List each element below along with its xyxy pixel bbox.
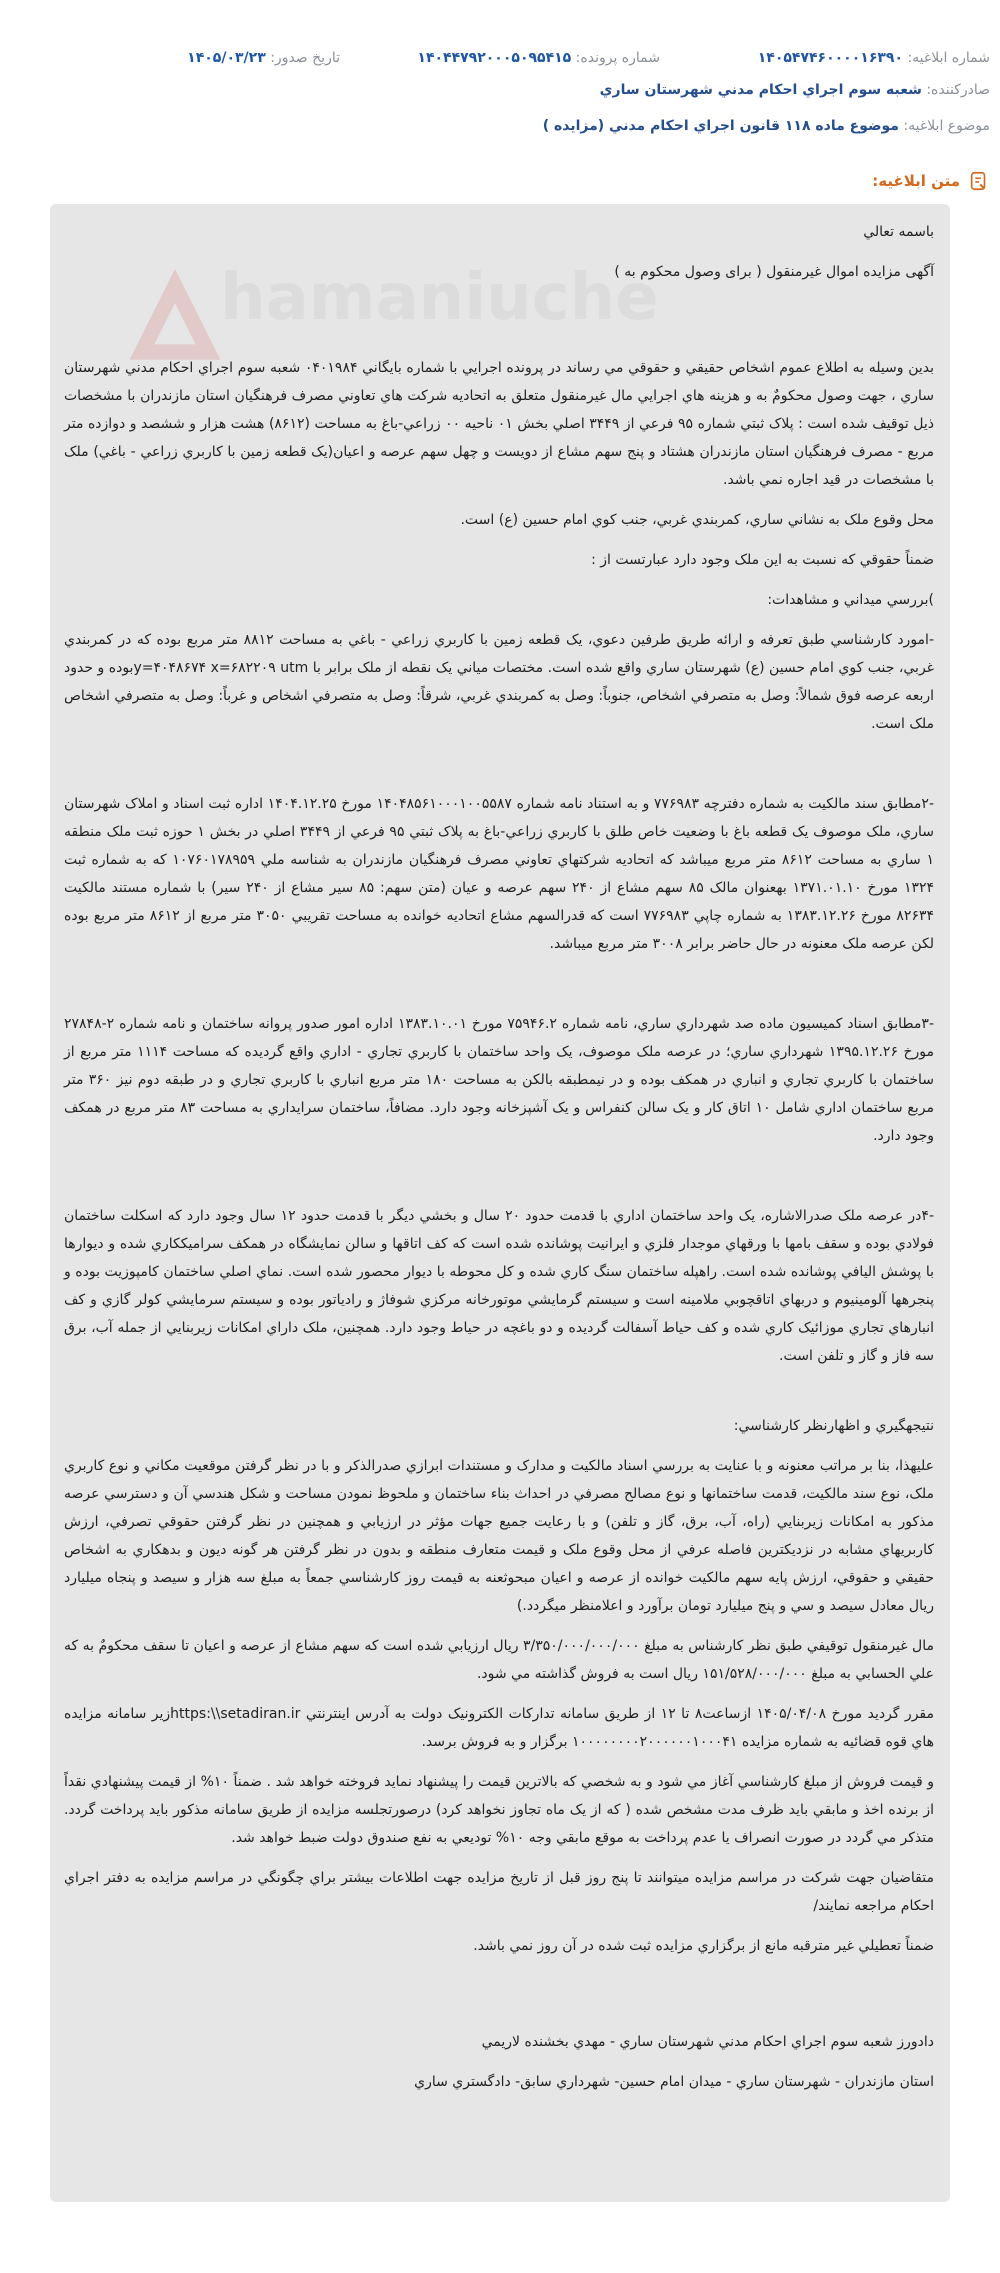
body-paragraph-11: مال غيرمنقول توقيفي طبق نظر کارشناس به مبلغ ۳/۳۵۰/۰۰۰/۰۰۰/۰۰۰ ريال ارزيابي شده است که سهم مشاع از عرصه و اعيان تا سقف محکومٌ به که علي الحسابي به مبلغ ۱۵۱/۵۲۸/۰۰۰/۰۰۰ ريال است به فروش گذاشته مي شود. <box>64 1638 934 1682</box>
watermark: hamaniuche <box>220 261 659 335</box>
body-paragraph-10: عليهذا، بنا بر مراتب معنونه و با عنايت به بررسي اسناد مالکيت و مدارک و مستندات ابرازي صدرالذکر و با در نظر گرفتن موقعيت مکاني و نوع کاربري ملک، نوع سند مالکيت، قدمت ساختمانها و نوع مصالح مصرفي در احداث بناء ساختمان و ملحوظ نمودن مساحت و شکل هندسي آن و دسترسي عرصه مذکور به امکانات زيربنايي (راه، آب، برق، گاز و تلفن) و با رعايت جميع جهات مؤثر در ارزيابي و همچنين در نظر گرفتن حقوقي تصرفي، ارزش کاربريهاي مشابه در نزديکترين فاصله عرفي از محل وقوع ملک و قيمت متعارف منطقه و بدون در نظر گرفتن هر گونه ديون و بدهکاري به اشخاص حقيقي و حقوقي، ارزش پايه سهم مالکيت خوانده از عرصه و اعيان مبحوثعنه به قيمت روز کارشناسي جمعاً به مبلغ سه هزار و سيصد و پنجاه ميليارد ريال معادل سيصد و سي و پنج ميليارد تومان برآورد و اعلامنظر ميگردد.) <box>64 1458 934 1614</box>
issuer-row <box>0 82 990 98</box>
body-paragraph-7: -۳مطابق اسناد کميسيون ماده صد شهرداري ساري، نامه شماره ۷۵۹۴۶.۲ مورخ ۱۳۸۳.۱۰.۰۱ اداره امور صدور پروانه ساختمان و نامه شماره ۲-۲۷۸۴۸ مورخ ۱۳۹۵.۱۲.۲۶ شهرداري ساري؛ در عرصه ملک موصوف، يک واحد ساختمان با کاربري تجاري - اداري واقع گرديده که مساحت ۱۱۱۴ متر مربع از ساختمان با کاربري تجاري و انباري در همکف بوده و در نيمطبقه بالکن به مساحت ۱۸۰ متر مربع انباري با کاربري تجاري و در طبقه دوم نيز ۳۶۰ متر مربع ساختمان اداري شامل ۱۰ اتاق کار و يک سالن کنفراس و يک آشپزخانه وجود دارد. مضافاً، ساختمان سرايداري به مساحت ۸۳ متر مربع در همکف وجود دارد. <box>64 1016 934 1144</box>
body-paragraph-3: ضمناً حقوقي که نسبت به اين ملک وجود دارد عبارتست از : <box>591 552 934 568</box>
body-paragraph-2: محل وقوع ملک به نشاني ساري، کمربندي غربي، جنب کوي امام حسين (ع) است. <box>460 512 934 528</box>
notice-number <box>758 50 990 66</box>
body-address: استان مازندران - شهرستان ساري - ميدان امام حسين- شهرداري سابق- دادگستري ساري <box>414 2074 934 2090</box>
case-number <box>417 50 660 66</box>
body-heading-2: آگهی مزایده اموال غیرمنقول ( برای وصول محکوم به ) <box>614 264 934 280</box>
body-paragraph-6: -۲مطابق سند مالکيت به شماره دفترچه ۷۷۶۹۸۳ و به استناد نامه شماره ۱۴۰۴۸۵۶۱۰۰۰۱۰۰۵۵۸۷ مورخ ۱۴۰۴.۱۲.۲۵ اداره ثبت اسناد و املاک شهرستان ساري، ملک موصوف يک قطعه باغ با وضعيت خاص طلق با کاربري زراعي-باغ به پلاک ثبتي ۹۵ فرعي از ۳۴۴۹ اصلي در بخش ۱ حوزه ثبت ملک منطقه ۱ ساري به مساحت ۸۶۱۲ متر مربع ميباشد که اتحاديه شرکتهاي تعاوني مصرف فرهنگيان مازندران به شناسه ملي ۱۰۷۶۰۱۷۸۹۵۹ که به شماره ثبت ۱۳۲۴ مورخ ۱۳۷۱.۰۱.۱۰ بهعنوان مالک ۸۵ سهم مشاع از ۲۴۰ سهم عرصه و عيان (متن سهم: ۸۵ سير مشاع از ۲۴۰ سير) با شماره مستند مالکيت ۸۲۶۳۴ مورخ ۱۳۸۳.۱۲.۲۶ به شماره چاپي ۷۷۶۹۸۳ است که قدرالسهم مشاع اتحاديه خوانده به مساحت تقريبي ۳۰۵۰ متر مربع از ۸۶۱۲ متر مربع بوده لکن عرصه ملک معنونه در حال حاضر برابر ۳۰۰۸ متر مربع ميباشد. <box>64 796 935 952</box>
issuer-value: شعبه سوم اجراي احکام مدني شهرستان ساري <box>599 82 922 98</box>
case-number-label: شماره پرونده: <box>575 50 660 66</box>
body-paragraph-9: نتيجهگيري و اظهارنظر کارشناسي: <box>733 1418 934 1434</box>
issue-date <box>187 50 340 66</box>
body-paragraph-14: متقاضيان جهت شرکت در مراسم مزايده ميتوانند تا پنج روز قبل از تاريخ مزايده جهت اطلاعات بيشتر براي چگونگي در مراسم مزايده به دفتر اجراي احکام مراجعه نمايند/ <box>64 1870 934 1914</box>
body-signature: دادورز شعبه سوم اجراي احکام مدني شهرستان ساري - مهدي بخشنده لاريمي <box>481 2034 934 2050</box>
body-paragraph-15: ضمناً تعطيلي غير مترقبه مانع از برگزاري مزايده ثبت شده در آن روز نمي باشد. <box>473 1938 934 1954</box>
body-paragraph-12: مقرر گرديد مورخ ۱۴۰۵/۰۴/۰۸ ازساعت۸ تا ۱۲ از طريق سامانه تدارکات الکترونيک دولت به آدرس اينترنتي https:\\setadiran.irزير سامانه مزايده هاي قوه قضائيه به شماره مزايده ۱۰۰۰۰۰۰۰۰۲۰۰۰۰۰۰۱۰۰۰۴۱ برگزار و به فروش برسد. <box>64 1706 935 1750</box>
notice-body <box>50 204 950 2202</box>
issue-date-label: تاريخ صدور: <box>270 50 340 66</box>
subject-label: موضوع ابلاغيه: <box>903 118 990 134</box>
notice-text-title <box>872 170 990 192</box>
body-paragraph-13: و قيمت فروش از مبلغ کارشناسي آغاز مي شود و به شخصي که بالاترين قيمت را پيشنهاد نمايد فروخته خواهد شد . ضمناً ۱۰% از قيمت پيشنهادي نقداً از برنده اخذ و مابقي بايد ظرف مدت مشخص شده ( که از يک ماه تجاوز نخواهد کرد) درصورتجلسه مزايده از طريق سامانه مذکور بايد پرداخت گردد. متذکر مي گردد در صورت انصراف يا عدم پرداخت به موقع مابقي وجه ۱۰% توديعي به نفع صندوق دولت ضبط خواهد شد. <box>64 1774 934 1846</box>
notice-text-title-label: متن ابلاغيه: <box>872 172 960 190</box>
subject-value: موضوع ماده ۱۱۸ قانون اجراي احکام مدني (مزايده ) <box>542 118 899 134</box>
body-paragraph-1: بدين وسيله به اطلاع عموم اشخاص حقيقي و حقوقي مي رساند در پرونده اجرايي با شماره بايگاني ۰۴۰۱۹۸۴ شعبه سوم اجراي احکام مدني شهرستان ساري ، جهت وصول محکومٌ به و هزينه هاي اجرايي مال غيرمنقول متعلق به اتحاديه شرکت هاي تعاوني مصرف فرهنگيان استان مازندران با مشخصات ذيل توقيف شده است : پلاک ثبتي شماره ۹۵ فرعي از ۳۴۴۹ اصلي بخش ۰۱ ناحيه ۰۰ زراعي-باغ به مساحت (۸۶۱۲) هشت هزار و ششصد و دوازده متر مربع - مصرف فرهنگيان استان مازندران هشتاد و پنج سهم مشاع از دويست و چهل سهم عرصه و اعيان(يک قطعه زمين با کاربري زراعي - باغي) ملک با مشخصات در قيد اجاره نمي باشد. <box>64 360 934 488</box>
body-paragraph-4: )بررسي ميداني و مشاهدات: <box>767 592 934 608</box>
subject-row <box>0 118 990 134</box>
body-paragraph-8: -۴در عرصه ملک صدرالاشاره، يک واحد ساختمان اداري با قدمت حدود ۲۰ سال و بخشي ديگر با قدمت حدود ۱۲ سال وجود دارد که اسکلت ساختمان فولادي بوده و سقف بامها با ورقهاي موجدار فلزي و ايرانيت پوشانده شده است که کف اتاقها و سالن نمايشگاه در همکف سراميککاري شده و ديوارها با پوشش اليافي پوشانده شده است. راهپله ساختمان سنگ کاري شده و کل محوطه با ديوار محصور شده است. نماي اصلي ساختمان کامپوزيت بوده و پنجرهها آلومينيوم و دربهاي اتاقچوبي ملامينه است و سيستم گرمايشي موتورخانه مرکزي شوفاژ و رادياتور بوده و سيستم سرمايشي کولر گازي و کف انبارهاي تجاري موزائيک کاري شده و کف حياط آسفالت گرديده و دو باغچه در حياط وجود دارد. همچنين، ملک داراي امکانات زيربنايي از جمله آب، برق سه فاز و گاز و تلفن است. <box>64 1208 935 1364</box>
notice-header <box>0 0 1000 200</box>
body-heading-1: باسمه تعالي <box>863 224 934 240</box>
document-icon <box>968 170 990 192</box>
issuer-label: صادرکننده: <box>926 82 990 98</box>
notice-number-label: شماره ابلاغيه: <box>907 50 990 66</box>
case-number-value: ۱۴۰۴۴۷۹۲۰۰۰۵۰۹۵۴۱۵ <box>417 50 572 66</box>
body-paragraph-5: -امورد کارشناسي طبق تعرفه و ارائه طريق طرفين دعوي، يک قطعه زمين با کاربري زراعي - باغي به مساحت ۸۸۱۲ متر مربع بوده که در کمربندي غربي، جنب کوي امام حسين (ع) شهرستان ساري واقع شده است. مختصات مياني يک نقطه از ملک برابر با y=۴۰۴۸۶۷۴ x=۶۸۲۲۰۹ utmبوده و حدود اربعه عرصه فوق شمالاً: وصل به متصرفي اشخاص، جنوباً: وصل به کمربندي غربي، شرقاً: وصل به متصرفي اشخاص و غرباً: وصل به متصرفي اشخاص ملک است. <box>64 632 934 732</box>
notice-number-value: ۱۴۰۵۴۷۴۶۰۰۰۰۱۶۳۹۰ <box>757 50 903 66</box>
issue-date-value: ۱۴۰۵/۰۳/۲۳ <box>187 50 266 66</box>
